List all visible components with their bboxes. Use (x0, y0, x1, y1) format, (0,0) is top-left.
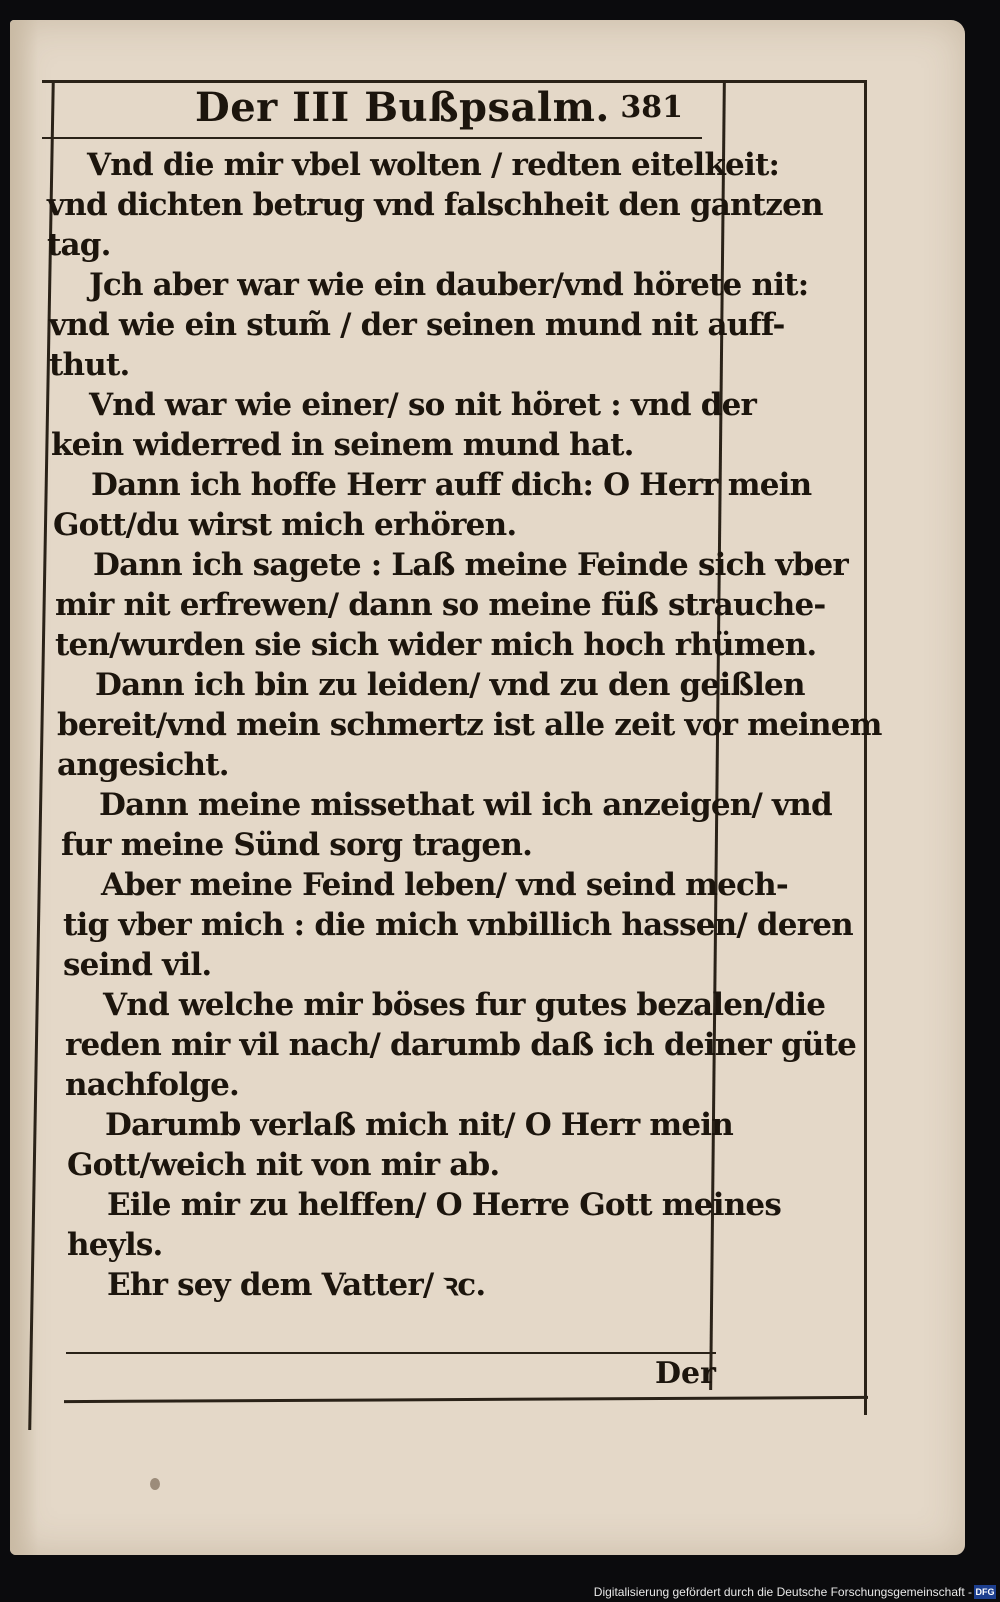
text-line: Vnd die mir vbel wolten / redten eitelkeit: (87, 147, 780, 183)
text-line: Jch aber war wie ein dauber/vnd hörete nit: (89, 267, 809, 303)
text-line: Vnd war wie einer/ so nit höret : vnd der (89, 387, 757, 423)
text-line: Dann ich hoffe Herr auff dich: O Herr mein (91, 467, 812, 503)
text-line: bereit/vnd mein schmertz ist alle zeit vor meinem (57, 707, 882, 743)
text-line: tig vber mich : die mich vnbillich hassen/ deren (63, 907, 853, 943)
header-rule (42, 137, 702, 139)
text-line: vnd dichten betrug vnd falschheit den gantzen (47, 187, 823, 223)
running-title: Der III Bußpsalm. (195, 84, 610, 131)
text-line: fur meine Sünd sorg tragen. (61, 827, 533, 863)
text-line: Gott/du wirst mich erhören. (53, 507, 517, 543)
text-line: vnd wie ein stum̃ / der seinen mund nit auff- (49, 307, 785, 343)
frame-rule-right-outer (864, 80, 867, 1415)
text-line: Ehr sey dem Vatter/ ꝛc. (107, 1267, 486, 1303)
dfg-logo: DFG (975, 1587, 995, 1597)
text-line: tag. (47, 227, 111, 263)
text-line: Dann ich sagete : Laß meine Feinde sich vber (93, 547, 848, 583)
text-line: Eile mir zu helffen/ O Herre Gott meines (107, 1187, 782, 1223)
page-number: 381 (620, 90, 683, 125)
footer-rule (66, 1352, 716, 1354)
digitization-footer (0, 1580, 1000, 1602)
text-line: heyls. (67, 1227, 163, 1263)
page-gutter-shadow (10, 20, 38, 1555)
text-line: thut. (49, 347, 130, 383)
text-line: Vnd welche mir böses fur gutes bezalen/die (103, 987, 826, 1023)
text-line: nachfolge. (65, 1067, 240, 1103)
text-line: kein widerred in seinem mund hat. (51, 427, 634, 463)
text-line: ten/wurden sie sich wider mich hoch rhümen. (55, 627, 817, 663)
text-line: reden mir vil nach/ darumb daß ich deiner güte (65, 1027, 857, 1063)
text-line: Gott/weich nit von mir ab. (67, 1147, 500, 1183)
catchword: Der (655, 1356, 716, 1391)
text-line: Aber meine Feind leben/ vnd seind mech- (101, 867, 788, 903)
ink-smudge (150, 1478, 160, 1490)
running-header (195, 84, 695, 132)
text-line: Dann ich bin zu leiden/ vnd zu den geißlen (95, 667, 805, 703)
text-line: seind vil. (63, 947, 212, 983)
text-line: angesicht. (57, 747, 229, 783)
text-line: mir nit erfrewen/ dann so meine füß strauche- (55, 587, 826, 623)
frame-rule-top (42, 80, 867, 83)
text-line: Darumb verlaß mich nit/ O Herr mein (105, 1107, 734, 1143)
text-line: Dann meine missethat wil ich anzeigen/ vnd (99, 787, 832, 823)
funding-credit: Digitalisierung gefördert durch die Deutsche Forschungsgemeinschaft - (593, 1585, 972, 1599)
